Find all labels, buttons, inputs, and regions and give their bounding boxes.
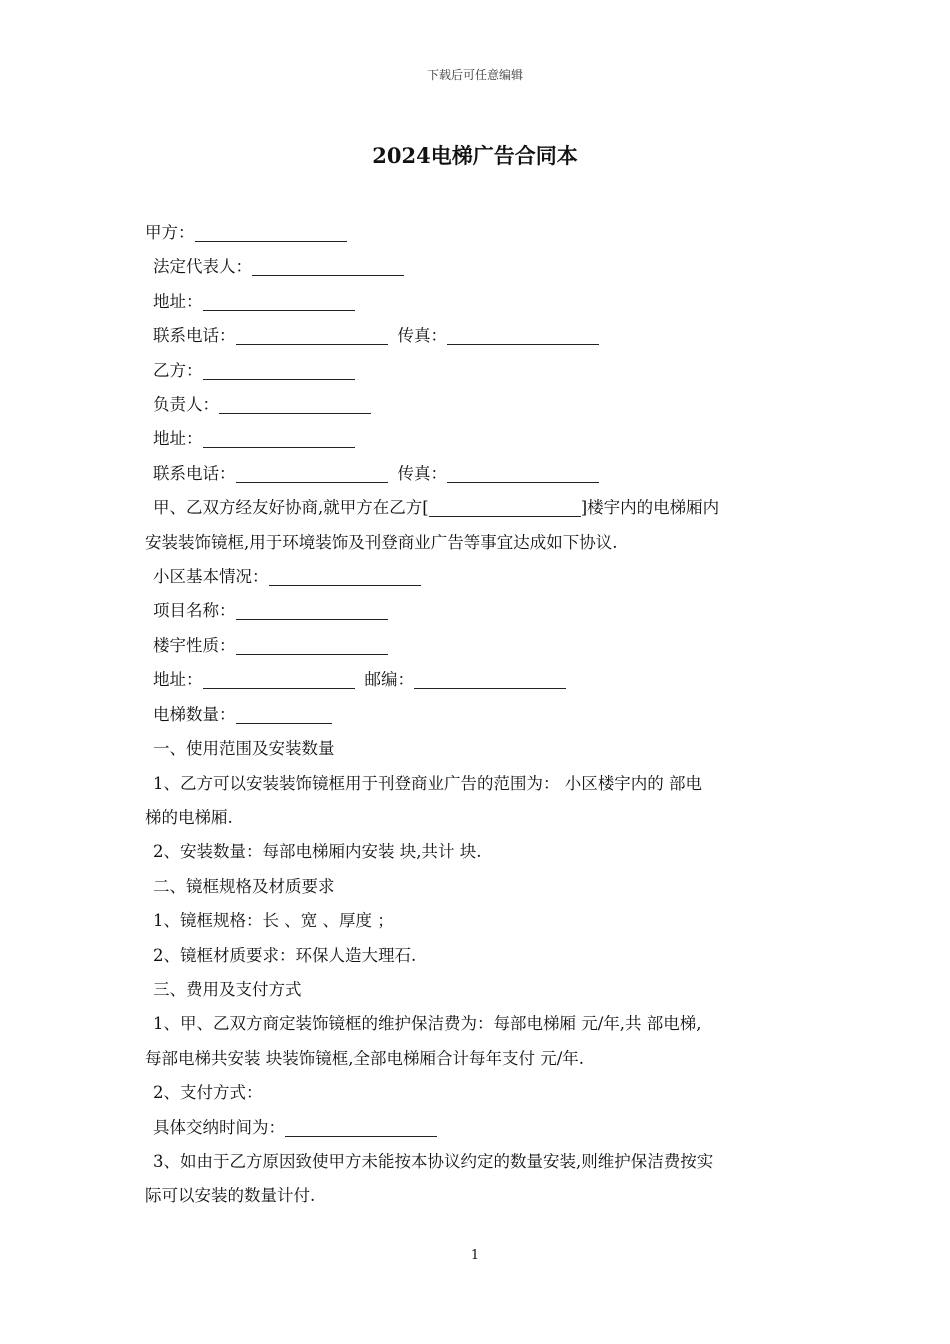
page-number: 1	[470, 1248, 480, 1263]
party-b-fax-blank[interactable]	[447, 465, 599, 483]
clause-3-1-line-1: 1、甲、乙双方商定装饰镜框的维护保洁费为：每部电梯厢 元/年,共 部电梯,	[153, 1014, 702, 1034]
community-info-label: 小区基本情况：	[153, 567, 269, 587]
address-label: 地址：	[153, 291, 203, 311]
page-header-note: 下载后可任意编辑	[426, 68, 523, 82]
elevator-count-label: 电梯数量：	[153, 704, 236, 724]
clause-3-2: 2、支付方式：	[153, 1083, 263, 1103]
party-a-blank[interactable]	[195, 225, 347, 243]
intro-line-1	[145, 491, 805, 525]
principal-line	[145, 388, 805, 422]
project-name-blank[interactable]	[236, 603, 388, 621]
clause-1-1-line-2: 梯的电梯厢.	[145, 807, 233, 827]
party-a-contact-line	[145, 319, 805, 353]
payment-time-blank[interactable]	[285, 1119, 437, 1137]
principal-blank[interactable]	[219, 397, 371, 415]
community-info-line	[145, 560, 805, 594]
document-title: 2024电梯广告合同本	[372, 143, 578, 168]
party-a-label: 甲方：	[145, 223, 195, 242]
postcode-blank[interactable]	[414, 672, 566, 690]
address-label: 地址：	[153, 429, 203, 449]
clause-3-3-line-1: 3、如由于乙方原因致使甲方未能按本协议约定的数量安装,则维护保洁费按实	[153, 1151, 714, 1171]
principal-label: 负责人：	[153, 395, 219, 415]
party-b-line	[145, 354, 805, 388]
party-b-address-line	[145, 422, 805, 456]
intro-text-2: ]楼宇内的电梯厢内	[580, 498, 720, 518]
postcode-label: 邮编：	[364, 670, 414, 690]
section-3-title: 三、费用及支付方式	[153, 979, 302, 999]
community-info-blank[interactable]	[269, 569, 421, 587]
community-address-line	[145, 663, 805, 697]
fax-label: 传真：	[397, 326, 447, 346]
clause-3-1-line-2: 每部电梯共安装 块装饰镜框,全部电梯厢合计每年支付 元/年.	[145, 1048, 585, 1068]
party-a-fax-blank[interactable]	[447, 328, 599, 346]
building-nature-line	[145, 629, 805, 663]
address-label: 地址：	[153, 670, 203, 690]
fax-label: 传真：	[397, 463, 447, 483]
contract-body	[145, 216, 805, 1214]
clause-1-1-line-1: 1、乙方可以安装装饰镜框用于刊登商业广告的范围为： 小区楼宇内的 部电	[153, 773, 702, 793]
payment-time-label: 具体交纳时间为：	[153, 1117, 285, 1137]
building-nature-blank[interactable]	[236, 637, 388, 655]
intro-line-2: 安装装饰镜框,用于环境装饰及刊登商业广告等事宜达成如下协议.	[145, 532, 618, 552]
elevator-count-blank[interactable]	[236, 706, 332, 724]
building-nature-label: 楼宇性质：	[153, 635, 236, 655]
intro-text-1: 甲、乙双方经友好协商,就甲方在乙方[	[153, 498, 429, 518]
party-b-address-blank[interactable]	[203, 431, 355, 449]
party-a-address-blank[interactable]	[203, 293, 355, 311]
community-address-blank[interactable]	[203, 672, 355, 690]
party-b-label: 乙方：	[153, 360, 203, 380]
clause-2-2: 2、镜框材质要求：环保人造大理石.	[153, 945, 417, 965]
elevator-count-line	[145, 698, 805, 732]
party-b-phone-blank[interactable]	[236, 465, 388, 483]
party-a-line	[145, 216, 805, 250]
phone-label: 联系电话：	[153, 463, 236, 483]
party-a-phone-blank[interactable]	[236, 328, 388, 346]
section-1-title: 一、使用范围及安装数量	[153, 739, 335, 759]
building-blank[interactable]	[429, 500, 581, 518]
clause-3-3-line-2: 际可以安装的数量计付.	[145, 1186, 316, 1206]
legal-rep-line	[145, 250, 805, 284]
section-2-title: 二、镜框规格及材质要求	[153, 876, 335, 896]
clause-1-2: 2、安装数量：每部电梯厢内安装 块,共计 块.	[153, 842, 482, 862]
party-a-address-line	[145, 285, 805, 319]
phone-label: 联系电话：	[153, 326, 236, 346]
party-b-contact-line	[145, 457, 805, 491]
legal-rep-label: 法定代表人：	[153, 257, 252, 277]
project-name-line	[145, 594, 805, 628]
clause-2-1: 1、镜框规格：长 、宽 、厚度 ；	[153, 911, 394, 931]
legal-rep-blank[interactable]	[252, 259, 404, 277]
party-b-blank[interactable]	[203, 362, 355, 380]
project-name-label: 项目名称：	[153, 601, 236, 621]
payment-time-line	[145, 1111, 805, 1145]
